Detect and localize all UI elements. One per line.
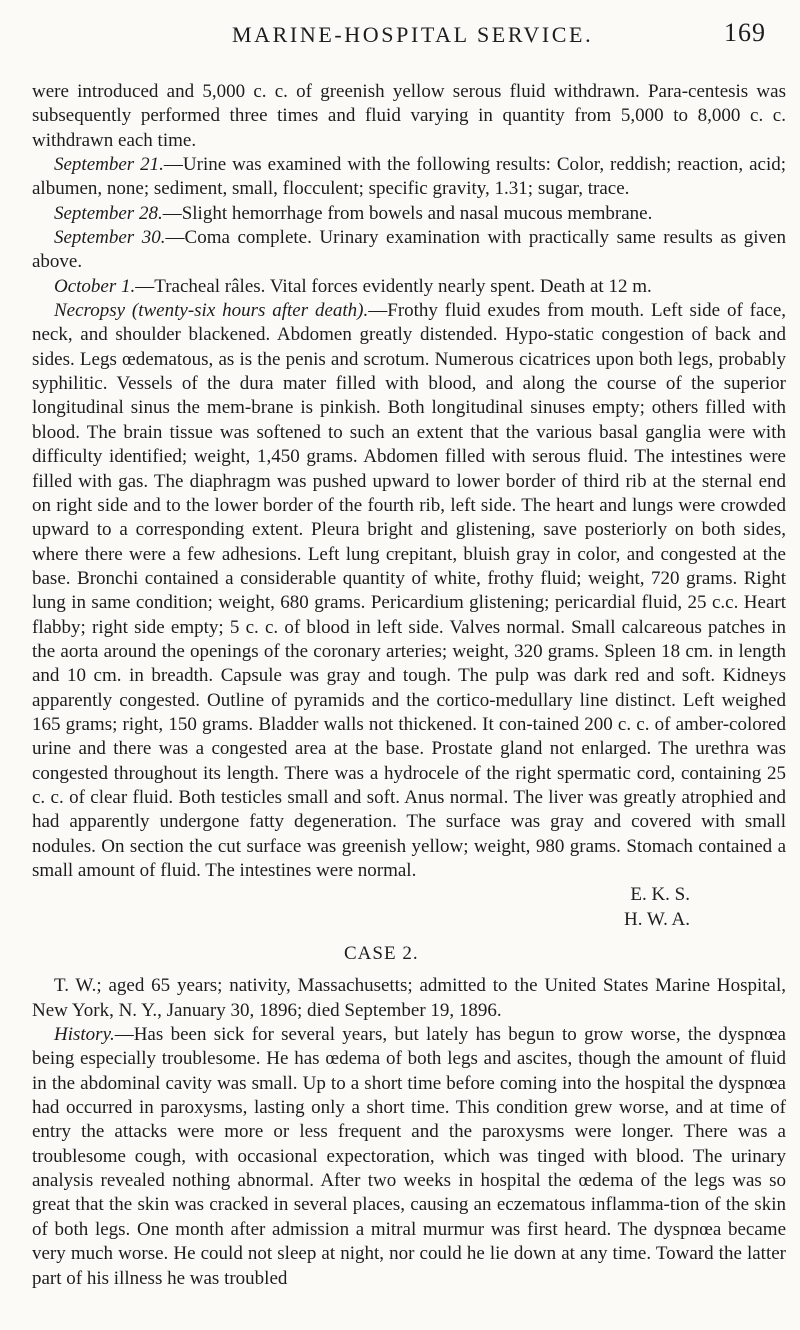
signature-2: H. W. A. (624, 908, 690, 930)
paragraph: September 28.—Slight hemorrhage from bowels and nasal mucous membrane. (54, 202, 653, 224)
running-head: MARINE-HOSPITAL SERVICE. (232, 22, 594, 47)
case-title: CASE 2. (344, 943, 419, 965)
date-lead: October 1. (54, 275, 136, 297)
paragraph: October 1.—Tracheal râles. Vital forces evidently nearly spent. Death at 12 m. (54, 275, 652, 297)
body-text (32, 80, 786, 1291)
signature-1: E. K. S. (630, 884, 690, 906)
section-lead: History. (54, 1024, 115, 1046)
page-header (32, 18, 786, 54)
paragraph: September 30.—Coma complete. Urinary examination with practically same results as given above. (32, 227, 786, 273)
page-number: 169 (724, 18, 766, 47)
paragraph: September 21.—Urine was examined with the following results: Color, reddish; reaction, acid; albumen, none; sediment, small, flocculent; specific gravity, 1.31; sugar, trace. (32, 154, 787, 200)
paragraph: History.—Has been sick for several years, but lately has begun to grow worse, the dyspnœa being especially troublesome. He has œdema of both legs and ascites, though the amount of fluid in the abdominal cavity was small. Up to a short time before coming into the hospital the dyspnœa had occurred in paroxysms, lasting only a short time. This condition grew worse, and at time of entry the attacks were more or less frequent and the paroxysms were longer. There was a troublesome cough, with occasional expectoration, which was tinged with blood. The urinary analysis revealed nothing abnormal. After two weeks in hospital the œdema of the legs was so great that the skin was cracked in several places, causing an eczematous inflamma-tion of the skin of both legs. One month after admission a mitral murmur was first heard. The dyspnœa became very much worse. He could not sleep at night, nor could he lie down at any time. Toward the latter part of his illness he was troubled (32, 1024, 786, 1289)
paragraph: were introduced and 5,000 c. c. of greenish yellow serous fluid withdrawn. Para-centesis was subsequently performed three times and fluid varying in quantity from 5,000 to 8,000 c. c. withdrawn each time. (32, 81, 786, 151)
date-lead: September 21. (54, 154, 164, 176)
section-lead: Necropsy (twenty-six hours after death). (54, 300, 369, 322)
date-lead: September 30. (54, 227, 166, 249)
date-lead: September 28. (54, 202, 163, 224)
paragraph: T. W.; aged 65 years; nativity, Massachusetts; admitted to the United States Marine Hospital, New York, N. Y., January 30, 1896; died September 19, 1896. (32, 975, 786, 1021)
paragraph: Necropsy (twenty-six hours after death).—Frothy fluid exudes from mouth. Left side of face, neck, and shoulder blackened. Abdomen greatly distended. Hypo-static congestion of back and sides. Legs œdematous, as is the penis and scrotum. Numerous cicatrices upon both legs, probably syphilitic. Vessels of the dura mater filled with blood, and along the course of the superior longitudinal sinus the mem-brane is pinkish. Both longitudinal sinuses empty; others filled with blood. The brain tissue was softened to such an extent that the various basal ganglia were with difficulty identified; weight, 1,450 grams. Abdomen filled with serous fluid. The intestines were filled with gas. The diaphragm was pushed upward to lower border of third rib at the sternal end on right side and to the lower border of the fourth rib, left side. The heart and lungs were crowded upward to a corresponding extent. Pleura bright and glistening, save posteriorly on both sides, where there were a few adhesions. Left lung crepitant, bluish gray in color, and congested at the base. Bronchi contained a considerable quantity of white, frothy fluid; weight, 720 grams. Right lung in same condition; weight, 680 grams. Pericardium glistening; pericardial fluid, 25 c.c. Heart flabby; right side empty; 5 c. c. of blood in left side. Valves normal. Small calcareous patches in the aorta around the openings of the coronary arteries; weight, 320 grams. Spleen 18 cm. in length and 10 cm. in breadth. Capsule was gray and tough. The pulp was dark red and soft. Kidneys apparently congested. Outline of pyramids and the cortico-medullary line distinct. Left weighed 165 grams; right, 150 grams. Bladder walls not thickened. It con-tained 200 c. c. of amber-colored urine and there was a congested area at the base. Prostate gland not enlarged. The urethra was congested throughout its length. There was a hydrocele of the right spermatic cord, containing 25 c. c. of clear fluid. Both testicles small and soft. Anus normal. The liver was greatly atrophied and had apparently undergone fatty degeneration. The surface was gray and covered with small nodules. On section the cut surface was greenish yellow; weight, 980 grams. Stomach contained a small amount of fluid. The intestines were normal. (32, 300, 787, 881)
